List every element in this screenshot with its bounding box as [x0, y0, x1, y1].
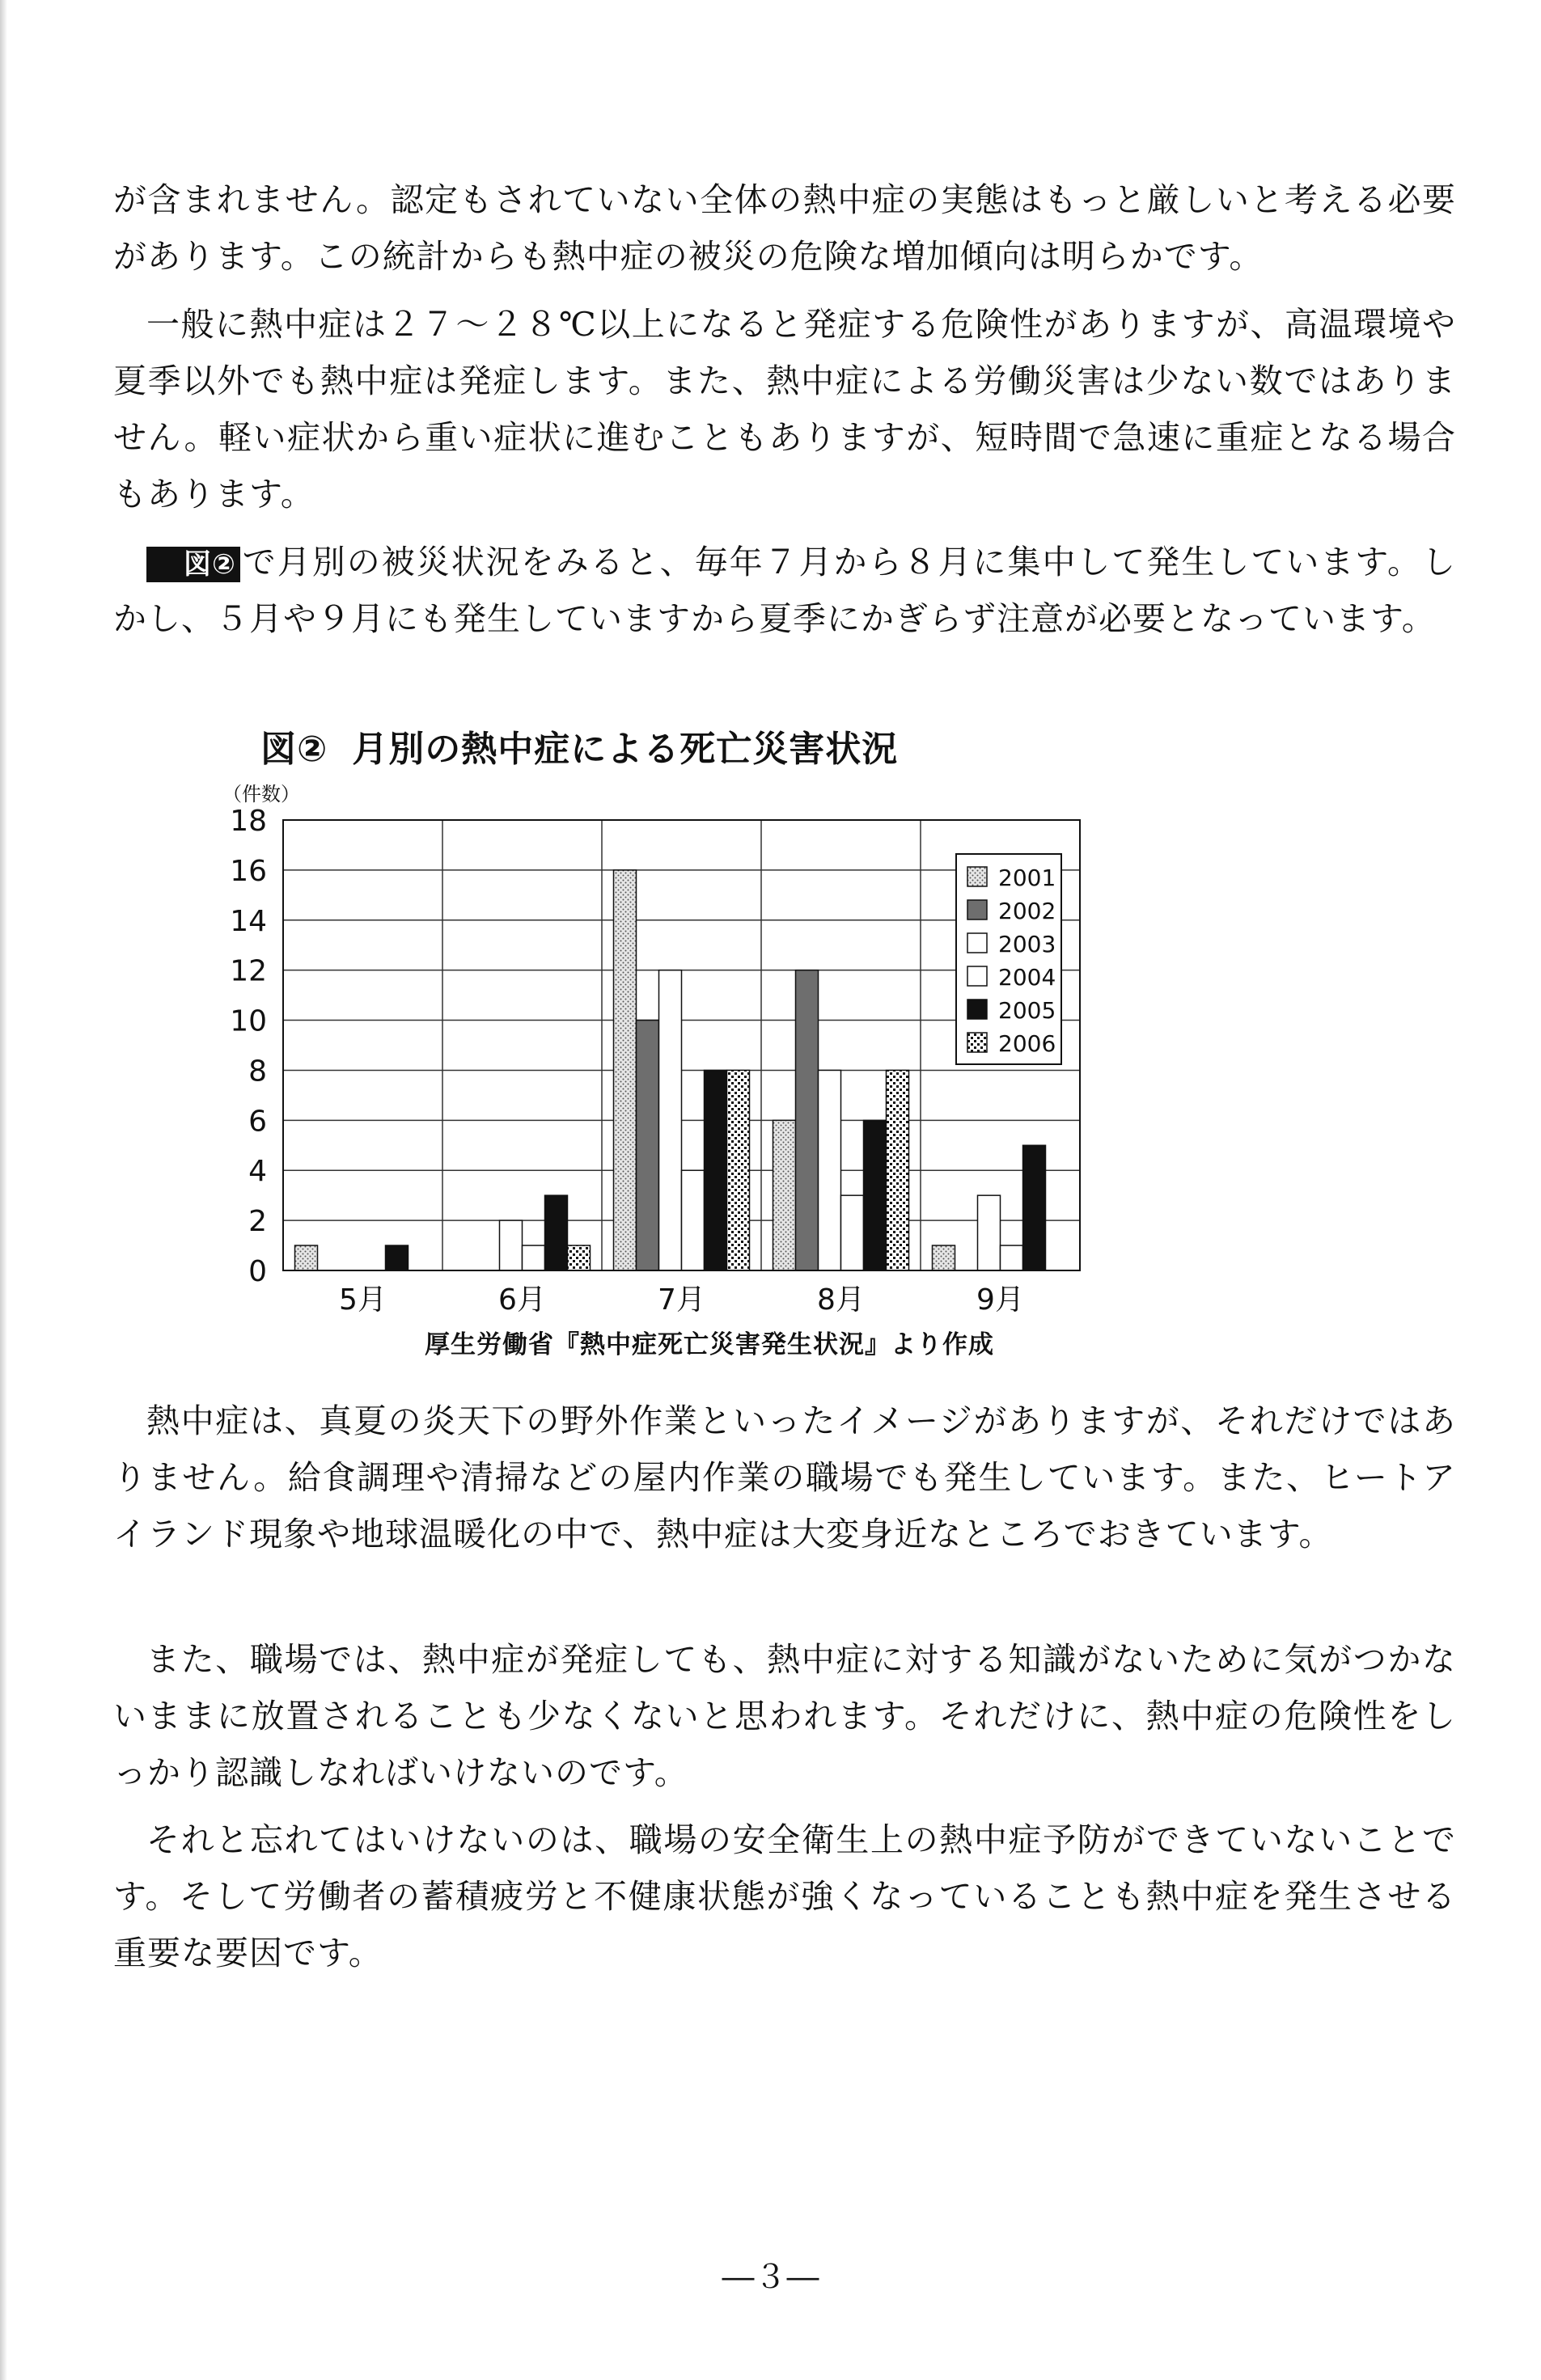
bar-2003-3	[819, 1070, 841, 1270]
legend-swatch	[967, 1033, 987, 1052]
paragraph-2: 一般に熱中症は２７～２８℃以上になると発症する危険性がありますが、高温環境や夏季以外でも熱中症は発症します。また、熱中症による労働災害は少ない数ではありません。軽い症状から重い症状に進むこともありますが、短時間で急速に重症となる場合もあります。	[113, 305, 1456, 514]
legend-entry: 2006	[998, 1030, 1056, 1057]
bar-2001-4	[933, 1245, 955, 1270]
chart-source-note: 厚生労働省『熱中症死亡災害発生状況』より作成	[425, 1330, 994, 1359]
legend-entry: 2003	[998, 931, 1056, 957]
bar-2006-2	[727, 1070, 750, 1270]
bar-2004-1	[523, 1245, 545, 1270]
bar-2005-1	[545, 1195, 568, 1270]
legend-swatch	[967, 1000, 987, 1019]
bar-2001-0	[295, 1245, 318, 1270]
y-tick-label: 4	[248, 1155, 267, 1189]
x-tick-label: 7月	[658, 1283, 705, 1317]
legend-swatch	[967, 933, 987, 953]
legend-entry: 2004	[998, 964, 1056, 991]
paragraph-1: が含まれません。認定もされていない全体の熱中症の実態はもっと厳しいと考える必要があります。この統計からも熱中症の被災の危険な増加傾向は明らかです。	[113, 180, 1456, 276]
bar-2003-1	[500, 1220, 523, 1270]
bar-2005-4	[1023, 1145, 1046, 1270]
legend-entry: 2001	[998, 864, 1056, 891]
figure-reference-label: 図②	[146, 547, 240, 582]
bar-2004-3	[841, 1195, 864, 1270]
y-tick-label: 18	[230, 805, 267, 838]
x-tick-label: 5月	[339, 1283, 387, 1317]
bar-2003-4	[978, 1195, 1001, 1270]
chart-title-text: 月別の熱中症による死亡災害状況	[352, 729, 899, 770]
bar-2001-2	[614, 870, 637, 1270]
bar-2005-0	[386, 1245, 409, 1270]
bar-2005-2	[705, 1070, 727, 1270]
legend-entry: 2002	[998, 898, 1056, 924]
page-number: ―３―	[722, 2259, 819, 2296]
bar-2006-3	[887, 1070, 909, 1270]
bar-2004-4	[1001, 1245, 1023, 1270]
chart-title	[260, 720, 898, 771]
legend-entry: 2005	[998, 997, 1056, 1024]
y-tick-label: 8	[248, 1055, 267, 1089]
x-tick-label: 6月	[498, 1283, 546, 1317]
paragraph-3: 熱中症は、真夏の炎天下の野外作業といったイメージがありますが、それだけではありません。給食調理や清掃などの屋内作業の職場でも発生しています。また、ヒートアイランド現象や地球温暖化の中で、熱中症は大変身近なところでおきています。	[113, 1401, 1456, 1554]
y-axis-label: （件数）	[222, 783, 300, 805]
y-tick-label: 16	[230, 854, 267, 888]
x-tick-label: 8月	[817, 1283, 865, 1317]
bar-2001-3	[773, 1120, 796, 1270]
y-tick-label: 12	[230, 954, 267, 988]
paragraph-4: また、職場では、熱中症が発症しても、熱中症に対する知識がないために気がつかないままに放置されることも少なくないと思われます。それだけに、熱中症の危険性をしっかり認識しなればいけないのです。	[113, 1640, 1456, 1792]
figure-reference-text: で月別の被災状況をみると、毎年７月から８月に集中して発生しています。しかし、５月や９月にも発生していますから夏季にかぎらず注意が必要となっています。	[113, 543, 1456, 638]
y-tick-label: 2	[248, 1205, 267, 1239]
page-edge-shadow	[0, 0, 7, 2380]
x-tick-label: 9月	[976, 1283, 1024, 1317]
y-tick-label: 14	[230, 904, 267, 938]
bar-2005-3	[864, 1120, 887, 1270]
chart-title-number: 図②	[260, 729, 328, 770]
bar-2003-2	[659, 970, 682, 1270]
y-tick-label: 10	[230, 1004, 267, 1038]
bar-2006-1	[568, 1245, 591, 1270]
bar-2002-3	[796, 970, 819, 1270]
legend-swatch	[967, 900, 987, 919]
legend-swatch	[967, 966, 987, 986]
legend-swatch	[967, 867, 987, 886]
y-tick-label: 0	[248, 1255, 267, 1288]
y-tick-label: 6	[248, 1105, 267, 1139]
bar-chart	[178, 775, 1116, 1321]
paragraph-5: それと忘れてはいけないのは、職場の安全衛生上の熱中症予防ができていないことです。そして労働者の蓄積疲労と不健康状態が強くなっていることも熱中症を発生させる重要な要因です。	[113, 1820, 1456, 1972]
bar-2004-2	[682, 1170, 705, 1270]
paragraph-figure-reference	[113, 534, 1456, 647]
bar-2002-2	[637, 1021, 659, 1270]
